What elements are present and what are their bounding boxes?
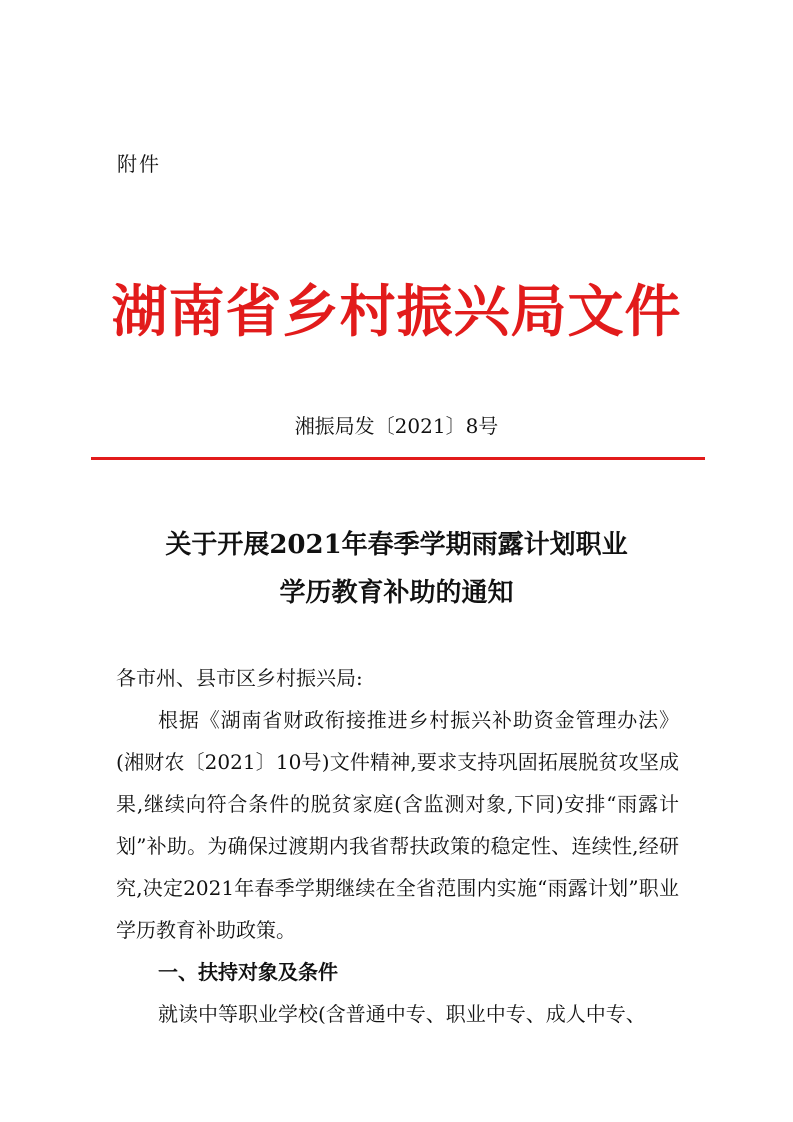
paragraph-1: 根据《湖南省财政衔接推进乡村振兴补助资金管理办法》(湘财农〔2021〕10号)文件精神,要求支持巩固拓展脱贫攻坚成果,继续向符合条件的脱贫家庭(含监测对象,下同)安排“雨露计划”补助。为确保过渡期内我省帮扶政策的稳定性、连续性,经研究,决定2021年春季学期继续在全省范围内实施“雨露计划”职业学历教育补助政策。 [116, 708, 679, 942]
issuer-title: 湖南省乡村振兴局文件 [111, 280, 682, 345]
paragraph-2: 就读中等职业学校(含普通中专、职业中专、成人中专、 [158, 1002, 646, 1026]
notice-title [0, 521, 793, 617]
notice-title-line2: 学历教育补助的通知 [279, 578, 514, 608]
attachment-label: 附件 [117, 152, 161, 176]
document-body [116, 657, 679, 1035]
section-1-heading: 一、扶持对象及条件 [158, 960, 338, 984]
salutation: 各市州、县市区乡村振兴局: [116, 666, 363, 690]
document-number: 湘振局发〔2021〕8号 [294, 414, 499, 438]
red-divider [91, 457, 705, 460]
notice-title-line1: 关于开展2021年春季学期雨露计划职业 [165, 530, 628, 560]
